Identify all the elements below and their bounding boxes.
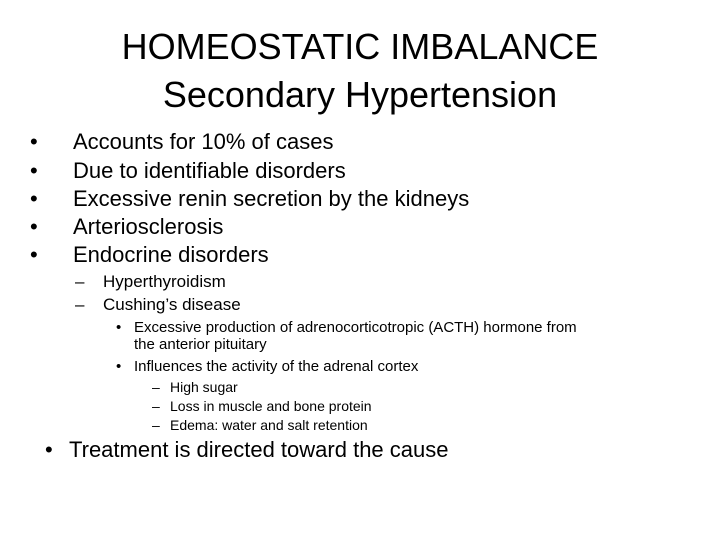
fourth-level-dash: – [152, 398, 160, 414]
fourth-level-dash: – [152, 417, 160, 433]
bullet-dot: • [45, 437, 53, 462]
sub-bullet-dash: – [75, 272, 85, 291]
bullet-text: Arteriosclerosis [73, 214, 224, 239]
bullet-text: Excessive renin secretion by the kidneys [73, 186, 470, 211]
slide-title-line-1: HOMEOSTATIC IMBALANCE [121, 26, 599, 67]
bullet-text: Accounts for 10% of cases [73, 129, 334, 154]
bullet-text: Treatment is directed toward the cause [69, 437, 449, 462]
bullet-text: Endocrine disorders [73, 242, 269, 267]
slide-title-line-2: Secondary Hypertension [162, 74, 558, 115]
fourth-level-text: Edema: water and salt retention [170, 417, 368, 433]
sub-bullet-text: Hyperthyroidism [103, 272, 226, 291]
third-level-text: Influences the activity of the adrenal cortex [134, 358, 419, 375]
third-level-dot: • [116, 319, 122, 336]
bullet-dot: • [30, 129, 38, 154]
bullet-dot: • [30, 242, 38, 267]
bullet-dot: • [30, 158, 38, 183]
third-level-dot: • [116, 358, 122, 375]
bullet-dot: • [30, 214, 38, 239]
fourth-level-text: Loss in muscle and bone protein [170, 398, 372, 414]
fourth-level-dash: – [152, 379, 160, 395]
bullet-dot: • [30, 186, 38, 211]
sub-bullet-text: Cushing’s disease [103, 295, 241, 314]
sub-bullet-dash: – [75, 295, 85, 314]
fourth-level-text: High sugar [170, 379, 238, 395]
third-level-text: the anterior pituitary [134, 336, 267, 353]
third-level-text: Excessive production of adrenocorticotropic (ACTH) hormone from [134, 319, 577, 336]
bullet-text: Due to identifiable disorders [73, 158, 346, 183]
